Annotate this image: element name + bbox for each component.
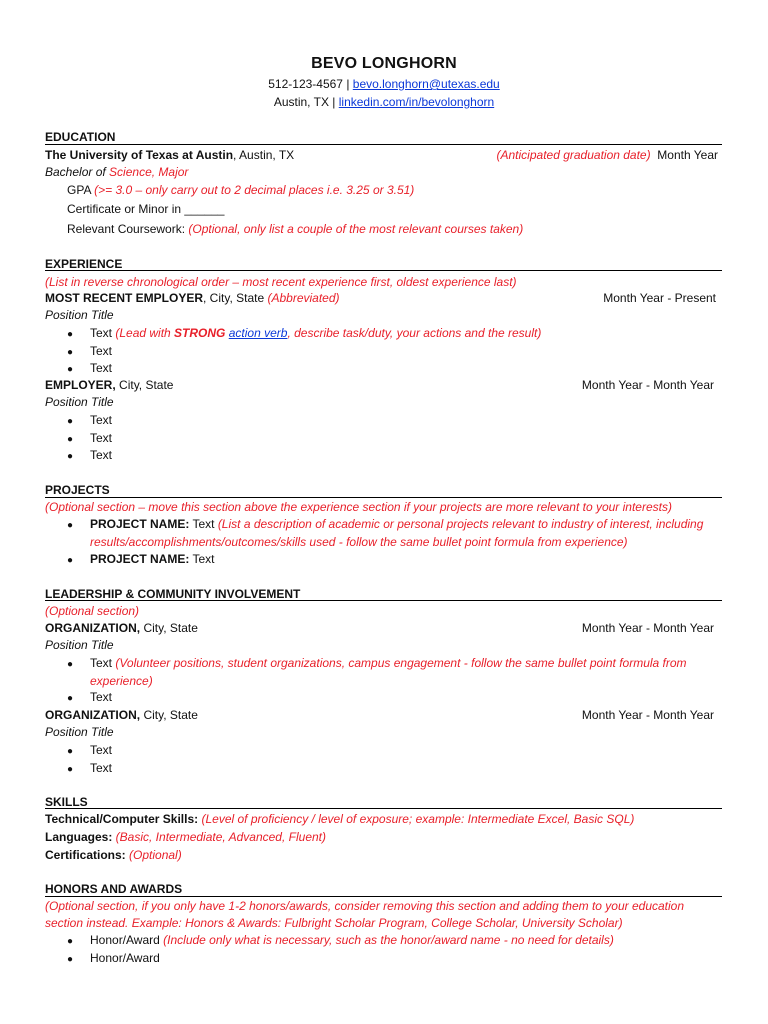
degree bbox=[45, 164, 721, 180]
bullet-icon: ● bbox=[67, 364, 74, 375]
contact-line-1 bbox=[0, 77, 768, 91]
org1-bullet bbox=[67, 655, 723, 690]
linkedin-link[interactable]: linkedin.com/in/bevolonghorn bbox=[338, 95, 495, 109]
experience-heading: EXPERIENCE bbox=[45, 257, 123, 271]
school-location: , Austin, TX bbox=[233, 148, 295, 162]
skills-label: Languages: bbox=[45, 830, 113, 844]
projects-note: (Optional section – move this section above the experience section if your projects are more relevant to your interests) bbox=[45, 500, 672, 514]
honor-text: Honor/Award bbox=[90, 933, 164, 947]
org2-header bbox=[45, 707, 721, 723]
section-divider bbox=[45, 270, 722, 271]
honors-heading: HONORS AND AWARDS bbox=[45, 882, 183, 896]
job2-bullet bbox=[67, 412, 723, 428]
project-item bbox=[67, 516, 723, 551]
bullet-icon: ● bbox=[67, 954, 74, 965]
bullet-icon: ● bbox=[67, 764, 74, 775]
org2-name: ORGANIZATION, bbox=[45, 708, 141, 722]
separator: | bbox=[328, 95, 339, 109]
bullet-note: , describe task/duty, your actions and the result) bbox=[287, 326, 542, 340]
bullet-text: Text bbox=[90, 743, 113, 757]
section-divider bbox=[45, 808, 722, 809]
job1-employer: MOST RECENT EMPLOYER bbox=[45, 291, 204, 305]
project-name: PROJECT NAME: bbox=[90, 552, 190, 566]
bullet-text: Text bbox=[90, 761, 113, 775]
candidate-name: BEVO LONGHORN bbox=[311, 55, 457, 72]
bullet-icon: ● bbox=[67, 329, 74, 340]
bullet-text: Text bbox=[90, 656, 116, 670]
job1-bullet bbox=[67, 360, 723, 376]
bullet-text: Text bbox=[90, 326, 116, 340]
job1-bullet bbox=[67, 325, 723, 341]
bullet-icon: ● bbox=[67, 659, 74, 670]
leadership-note: (Optional section) bbox=[45, 604, 140, 618]
project-text: Text bbox=[189, 552, 215, 566]
bullet-text: Text bbox=[90, 431, 113, 445]
job2-header bbox=[45, 377, 721, 393]
education-heading: EDUCATION bbox=[45, 130, 116, 144]
phone: 512-123-4567 bbox=[268, 77, 343, 91]
section-divider bbox=[45, 896, 722, 897]
coursework-note: (Optional, only list a couple of the most relevant courses taken) bbox=[188, 222, 524, 236]
skills-heading: SKILLS bbox=[45, 795, 88, 809]
job2-bullet bbox=[67, 430, 723, 446]
grad-date: Month Year bbox=[657, 148, 718, 162]
job1-header bbox=[45, 290, 721, 306]
org1-name: ORGANIZATION, bbox=[45, 621, 141, 635]
org1-bullet bbox=[67, 689, 723, 705]
job2-dates: Month Year - Month Year bbox=[581, 378, 714, 392]
job1-abbr: (Abbreviated) bbox=[267, 291, 340, 305]
certificate: Certificate or Minor in ______ bbox=[67, 202, 225, 216]
gpa bbox=[67, 182, 743, 198]
contact-line-2 bbox=[0, 95, 768, 109]
job1-title: Position Title bbox=[45, 308, 114, 322]
bullet-icon: ● bbox=[67, 451, 74, 462]
org1-title: Position Title bbox=[45, 638, 114, 652]
gpa-note: (>= 3.0 – only carry out to 2 decimal places i.e. 3.25 or 3.51) bbox=[94, 183, 415, 197]
job1-location: , City, State bbox=[203, 291, 268, 305]
degree-field: Science, Major bbox=[109, 165, 189, 179]
skills-note: (Optional) bbox=[125, 848, 182, 862]
skills-note: (Basic, Intermediate, Advanced, Fluent) bbox=[112, 830, 326, 844]
coursework bbox=[67, 221, 743, 237]
honor-note: (Include only what is necessary, such as the honor/award name - no need for details) bbox=[163, 933, 614, 947]
leadership-heading: LEADERSHIP & COMMUNITY INVOLVEMENT bbox=[45, 587, 301, 601]
bullet-icon: ● bbox=[67, 416, 74, 427]
honor-text: Honor/Award bbox=[90, 951, 160, 965]
section-divider bbox=[45, 497, 722, 498]
project-note: (List a description of academic or personal projects relevant to industry of interest, including results/accomplishments/outcomes/skills used - follow the same bullet point formula from experience) bbox=[90, 517, 704, 549]
bullet-text: Text bbox=[90, 344, 113, 358]
bullet-note: (Volunteer positions, student organizations, campus engagement - follow the same bullet point formula from experience) bbox=[90, 656, 687, 688]
degree-prefix: Bachelor of bbox=[45, 165, 110, 179]
experience-note: (List in reverse chronological order – most recent experience first, oldest experience last) bbox=[45, 275, 517, 289]
org1-location: City, State bbox=[140, 621, 198, 635]
section-divider bbox=[45, 600, 722, 601]
bullet-icon: ● bbox=[67, 936, 74, 947]
job2-employer: EMPLOYER, bbox=[45, 378, 116, 392]
project-item bbox=[67, 551, 723, 567]
education-school-row bbox=[45, 147, 721, 163]
skills-label: Technical/Computer Skills: bbox=[45, 812, 199, 826]
job2-bullet bbox=[67, 447, 723, 463]
org2-dates: Month Year - Month Year bbox=[581, 708, 714, 722]
action-verb-link[interactable]: action verb bbox=[228, 326, 288, 340]
org2-bullet bbox=[67, 760, 723, 776]
bullet-icon: ● bbox=[67, 434, 74, 445]
honor-item bbox=[67, 950, 723, 966]
bullet-strong: STRONG bbox=[174, 326, 226, 340]
org1-header bbox=[45, 620, 721, 636]
school-name: The University of Texas at Austin bbox=[45, 148, 234, 162]
job1-bullet bbox=[67, 343, 723, 359]
project-text: Text bbox=[189, 517, 218, 531]
honor-item bbox=[67, 932, 723, 948]
skills-note: (Level of proficiency / level of exposure; example: Intermediate Excel, Basic SQL) bbox=[198, 812, 635, 826]
email-link[interactable]: bevo.longhorn@utexas.edu bbox=[352, 77, 500, 91]
skills-languages bbox=[45, 829, 721, 845]
org2-location: City, State bbox=[140, 708, 198, 722]
location: Austin, TX bbox=[273, 95, 329, 109]
bullet-icon: ● bbox=[67, 555, 74, 566]
gpa-label: GPA bbox=[67, 183, 95, 197]
bullet-icon: ● bbox=[67, 693, 74, 704]
grad-note: (Anticipated graduation date) bbox=[496, 148, 651, 162]
org1-dates: Month Year - Month Year bbox=[581, 621, 714, 635]
job2-title: Position Title bbox=[45, 395, 114, 409]
bullet-note: (Lead with bbox=[115, 326, 175, 340]
job1-dates: Month Year - Present bbox=[603, 291, 716, 305]
project-name: PROJECT NAME: bbox=[90, 517, 190, 531]
section-divider bbox=[45, 144, 722, 145]
bullet-text: Text bbox=[90, 413, 113, 427]
skills-technical bbox=[45, 811, 721, 827]
org2-title: Position Title bbox=[45, 725, 114, 739]
bullet-icon: ● bbox=[67, 520, 74, 531]
bullet-text: Text bbox=[90, 361, 113, 375]
org2-bullet bbox=[67, 742, 723, 758]
projects-heading: PROJECTS bbox=[45, 483, 110, 497]
coursework-label: Relevant Coursework: bbox=[67, 222, 189, 236]
bullet-icon: ● bbox=[67, 347, 74, 358]
bullet-icon: ● bbox=[67, 746, 74, 757]
honors-note: (Optional section, if you only have 1-2 honors/awards, consider removing this section and adding them to your education section instead. Example: Honors & Awards: Fulbright Scholar Program, College Scholar, University Scholar) bbox=[45, 899, 685, 930]
separator: | bbox=[342, 77, 353, 91]
skills-label: Certifications: bbox=[45, 848, 126, 862]
skills-certifications bbox=[45, 847, 721, 863]
bullet-text: Text bbox=[90, 690, 113, 704]
bullet-text: Text bbox=[90, 448, 113, 462]
job2-location: City, State bbox=[115, 378, 174, 392]
